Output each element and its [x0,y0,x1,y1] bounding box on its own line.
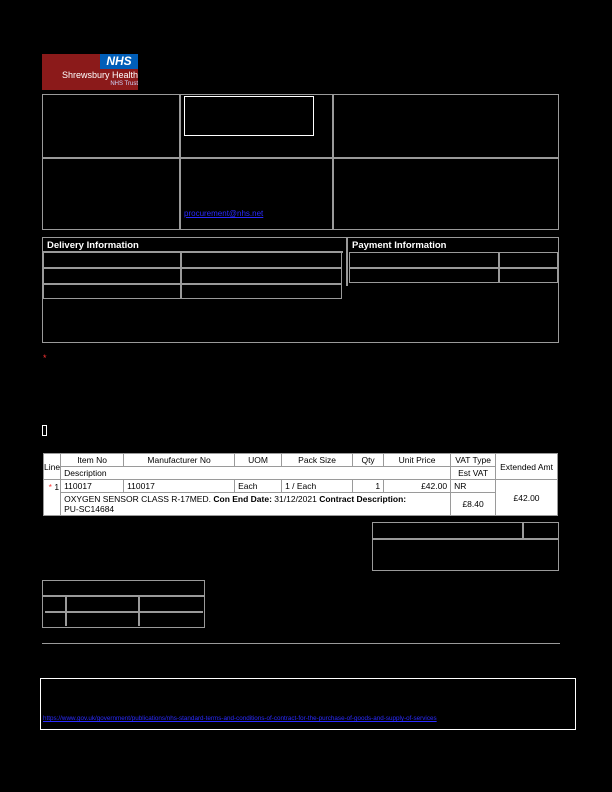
payment-row-divider [349,267,558,269]
header-box-right-bottom [333,158,559,230]
row-description [61,493,451,516]
lower-left-row-divider [45,611,203,613]
col-pack-size: Pack Size [282,454,353,467]
po-number-box [184,96,314,136]
col-description: Description [61,467,451,480]
row-required-marker: * [48,482,52,492]
header-box-right-top [333,94,559,158]
row-contract-desc-value: PU-SC14684 [64,504,115,514]
row-extended-amt: £42.00 [496,480,558,516]
delivery-info-title: Delivery Information [47,240,139,251]
row-con-end-label: Con End Date: [213,494,272,504]
row-pack-size: 1 / Each [282,480,353,493]
row-unit-price: £42.00 [384,480,451,493]
totals-header-divider [372,538,559,540]
table-subheader-row [44,467,558,480]
col-uom: UOM [235,454,282,467]
col-line: Line [44,454,61,480]
nhs-logo [42,54,138,90]
delivery-col-divider [180,252,182,299]
terms-box [40,678,576,730]
payment-info-title: Payment Information [352,240,447,251]
row-manufacturer-no: 110017 [124,480,235,493]
col-vat-type: VAT Type [451,454,496,467]
delivery-row-divider-2 [43,283,342,285]
header-box-left-bottom [42,158,180,230]
row-item-no: 110017 [61,480,124,493]
terms-link[interactable]: https://www.gov.uk/government/publications/nhs-standard-terms-and-conditions-of-contract-for-the-purchase-of-goods-and-supply-of-services [43,715,437,722]
row-qty: 1 [353,480,384,493]
header-box-left-top [42,94,180,158]
asterisk-note: * [43,353,47,363]
contact-email-link[interactable]: procurement@nhs.net [184,209,264,218]
logo-line-2: NHS Trust [110,81,138,87]
logo-line-1: Shrewsbury Health [61,70,138,80]
row-contract-desc-label: Contract Description: [319,494,407,504]
table-row [44,480,558,493]
row-line-number: 1 [54,482,60,492]
col-extended-amt: Extended Amt [496,454,558,480]
header-box-mid-bottom [180,158,333,230]
delivery-row-divider-1 [43,267,342,269]
table-header-row [44,454,558,467]
col-est-vat: Est VAT [451,467,496,480]
delivery-table [43,252,342,299]
row-con-end-value: 31/12/2021 [274,494,317,504]
section-separator [42,643,560,644]
checkbox-marker[interactable] [42,425,47,436]
table-row-description [44,493,558,516]
col-manufacturer-no: Manufacturer No [124,454,235,467]
lower-left-col-divider-1 [65,596,67,626]
row-uom: Each [235,480,282,493]
totals-box [372,522,559,571]
row-est-vat: £8.40 [451,493,496,516]
col-unit-price: Unit Price [384,454,451,467]
row-vat-type: NR [451,480,496,493]
items-table [43,453,558,516]
nhs-badge: NHS [100,54,138,69]
payment-left-border [346,237,348,286]
row-line-cell [44,480,61,516]
totals-col-divider [522,522,524,538]
row-description-main: OXYGEN SENSOR CLASS R-17MED. [64,494,211,504]
lower-left-col-divider-2 [138,596,140,626]
col-qty: Qty [353,454,384,467]
col-item-no: Item No [61,454,124,467]
